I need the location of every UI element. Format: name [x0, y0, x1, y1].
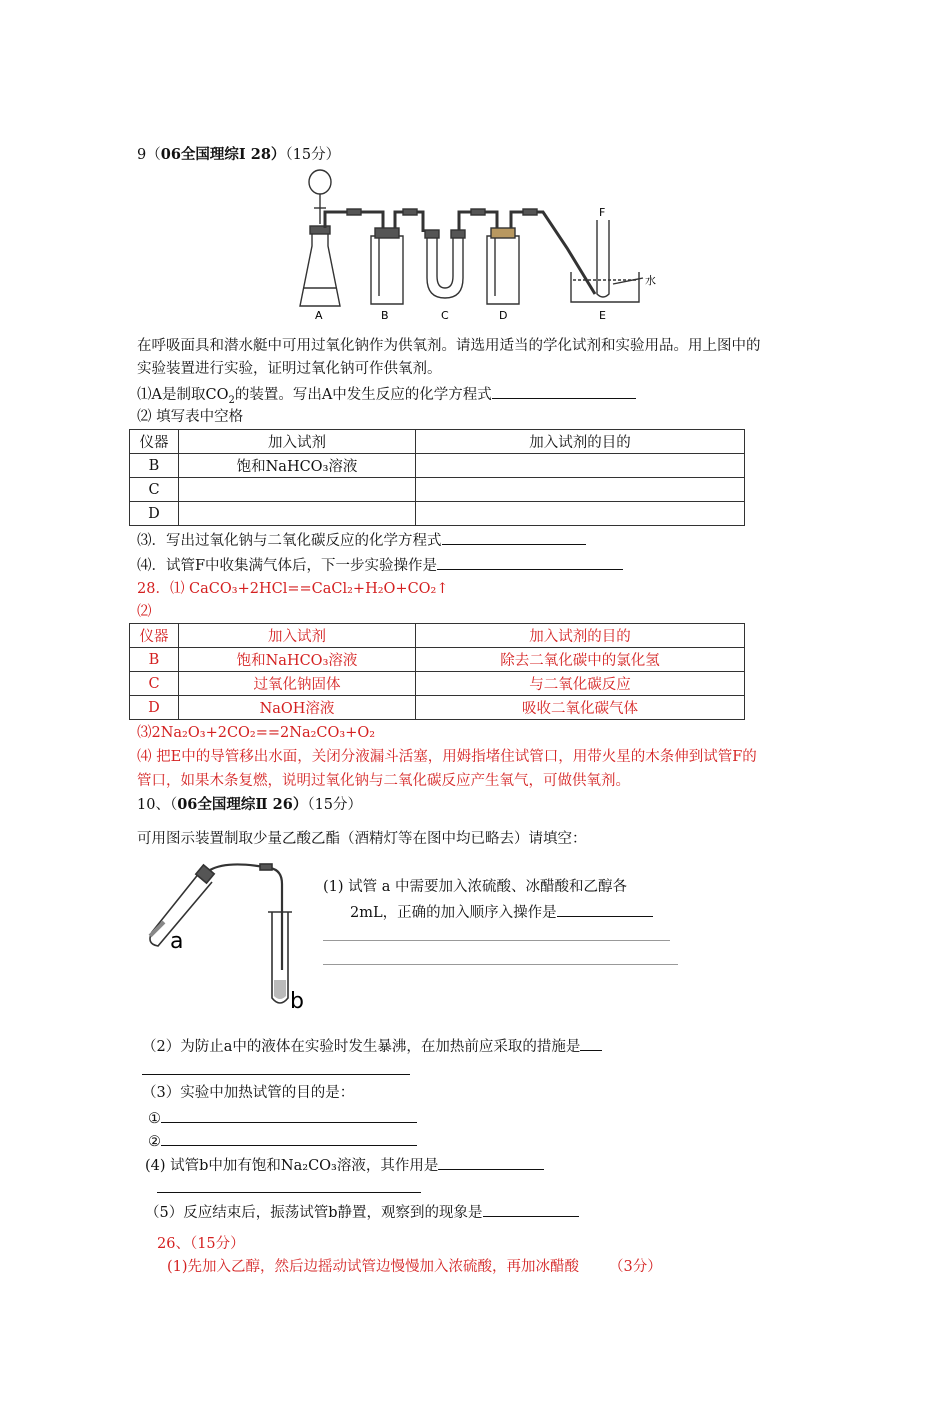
answer-blank[interactable] — [492, 384, 636, 399]
answer-line[interactable] — [157, 1192, 421, 1193]
flask-a — [300, 230, 340, 306]
q10-header: 10、（06全国理综Ⅱ 26）（15分） — [137, 796, 363, 813]
gas-apparatus-figure — [295, 168, 660, 320]
q9-part1: ⑴A是制取$CO_2$的装置。写出A中发生反应的化学方程式 — [137, 384, 636, 404]
a26-line1: (1)先加入乙醇，然后边摇动试管边慢慢加入浓硫酸，再加冰醋酸 （3分） — [167, 1259, 662, 1275]
q9-header: 9（06全国理综Ⅰ 28）（15分） — [137, 146, 341, 163]
table-header-row: 仪器 加入试剂 加入试剂的目的 — [130, 430, 745, 454]
answer-blank[interactable] — [161, 1131, 417, 1146]
bottle-d — [487, 236, 519, 304]
q9-table — [129, 429, 745, 526]
label-d: D — [499, 309, 508, 320]
answer-blank[interactable] — [442, 530, 586, 545]
table-row: B 饱和NaHCO₃溶液 — [130, 454, 745, 478]
a28-part3: ⑶2Na₂O₃+2CO₂==2Na₂CO₃+O₂ — [137, 725, 376, 741]
q9-part3: ⑶．写出过氧化钠与二氧化碳反应的化学方程式 — [137, 530, 586, 550]
a28-line1: 28．⑴ CaCO₃+2HCl==CaCl₂+H₂O+CO₂↑ — [137, 581, 449, 597]
q10-part5: （5）反应结束后，振荡试管b静置，观察到的现象是 — [145, 1202, 579, 1222]
a28-part4-line1: ⑷ 把E中的导管移出水面，关闭分液漏斗活塞，用姆指堵住试管口，用带火星的木条伸到试管F的 — [137, 749, 757, 765]
a28-table — [129, 623, 745, 720]
label-b: B — [381, 309, 389, 320]
q10-part3-1: ① — [148, 1108, 417, 1128]
trough-e — [571, 272, 639, 302]
q10-part1-line1: (1) 试管 a 中需要加入浓硫酸、冰醋酸和乙醇各 — [323, 879, 628, 895]
q9-part4: ⑷．试管F中收集满气体后，下一步实验操作是 — [137, 555, 623, 575]
label-e: E — [599, 309, 606, 320]
table-row: B 饱和NaHCO₃溶液 除去二氧化碳中的氯化氢 — [130, 648, 745, 672]
table-row: D — [130, 502, 745, 526]
q9-intro-line1: 在呼吸面具和潜水艇中可用过氧化钠作为供氧剂。请选用适当的学化试剂和实验用品。用上图中的 — [137, 338, 761, 354]
label-f: F — [599, 206, 606, 219]
funnel-bulb — [309, 170, 331, 194]
q10-part3-2: ② — [148, 1131, 417, 1151]
answer-line[interactable] — [142, 1074, 410, 1075]
q10-part4: (4) 试管b中加有饱和Na₂CO₃溶液，其作用是 — [145, 1155, 544, 1175]
answer-line[interactable] — [323, 940, 670, 941]
answer-blank[interactable] — [557, 902, 653, 917]
answer-line[interactable] — [323, 964, 678, 965]
table-row: D NaOH溶液 吸收二氧化碳气体 — [130, 696, 745, 720]
test-tube-f — [597, 220, 609, 297]
a28-part4-line2: 管口，如果木条复燃，说明过氧化钠与二氧化碳反应产生氧气，可做供氧剂。 — [137, 773, 630, 789]
q9-part2: ⑵ 填写表中空格 — [137, 409, 244, 425]
a28-line2: ⑵ — [137, 604, 152, 620]
label-a: a — [170, 929, 184, 954]
q10-part2: （2）为防止a中的液体在实验时发生暴沸，在加热前应采取的措施是 — [142, 1036, 602, 1056]
q10-part3: （3）实验中加热试管的目的是： — [142, 1085, 355, 1101]
label-b: b — [290, 989, 304, 1012]
table-row: C — [130, 478, 745, 502]
ester-apparatus-figure — [140, 862, 310, 1012]
table-header-row: 仪器 加入试剂 加入试剂的目的 — [130, 624, 745, 648]
label-c: C — [441, 309, 449, 320]
answer-blank[interactable] — [437, 555, 623, 570]
answer-blank[interactable] — [483, 1202, 579, 1217]
answer-blank[interactable] — [438, 1155, 544, 1170]
bottle-b — [371, 236, 403, 304]
label-a: A — [315, 309, 323, 320]
table-row: C 过氧化钠固体 与二氧化碳反应 — [130, 672, 745, 696]
q10-part1-line2: 2mL，正确的加入顺序入操作是 — [350, 902, 653, 922]
label-water: 水 — [645, 274, 656, 287]
answer-blank[interactable] — [161, 1108, 417, 1123]
q10-intro: 可用图示装置制取少量乙酸乙酯（酒精灯等在图中均已略去）请填空： — [137, 831, 587, 847]
q9-intro-line2: 实验装置进行实验，证明过氧化钠可作供氧剂。 — [137, 361, 442, 377]
a26-header: 26、（15分） — [157, 1236, 245, 1252]
answer-blank[interactable] — [580, 1036, 602, 1051]
